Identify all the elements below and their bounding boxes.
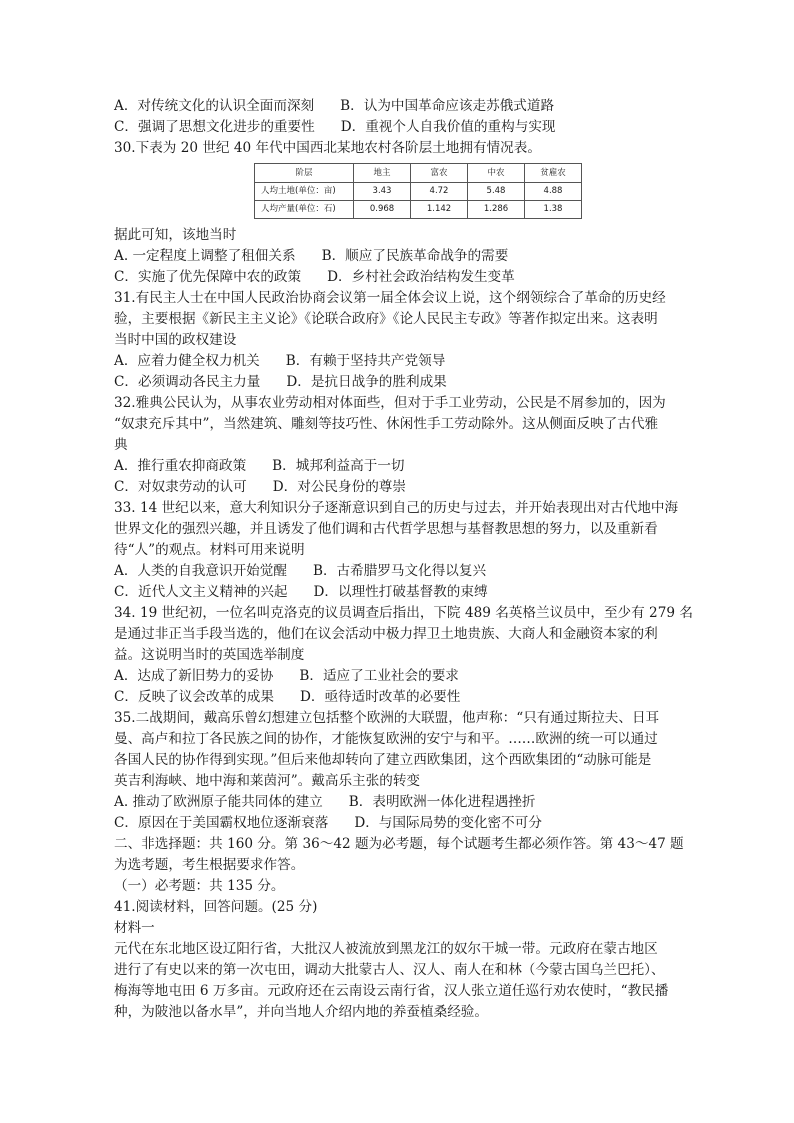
q32-option-a: A．推行重农抑商政策 — [114, 458, 247, 474]
q35-option-b: B．表明欧洲一体化进程遇挫折 — [348, 794, 536, 810]
q32-stem-line: 32.雅典公民认为，从事农业劳动相对体面些，但对于手工业劳动，公民是不屑参加的，因为 — [114, 395, 666, 411]
q31-options-row-1 — [114, 351, 684, 372]
q33-stem-line: 待“人”的观点。材料可用来说明 — [114, 542, 305, 558]
q34-options-row-1 — [114, 666, 684, 687]
q33-option-c: C．近代人文主义精神的兴起 — [114, 584, 288, 600]
q30-stem: 30.下表为 20 世纪 40 年代中国西北某地农村各阶层土地拥有情况表。 — [114, 140, 541, 156]
q32-stem-line: 典 — [114, 437, 128, 453]
table-header-cell: 贫雇农 — [525, 164, 582, 183]
q29-options-row-2 — [114, 117, 684, 138]
q33-option-d: D．以理性打破基督教的束缚 — [313, 584, 488, 600]
table-row-label: 人均产量(单位：石) — [255, 201, 354, 219]
q31-option-d: D．是抗日战争的胜利成果 — [286, 374, 447, 390]
q33-option-b: B．古希腊罗马文化得以复兴 — [312, 563, 487, 579]
q33-option-a: A．人类的自我意识开始觉醒 — [114, 563, 287, 579]
q32-option-c: C．对奴隶劳动的认可 — [114, 479, 247, 495]
q34-option-c: C．反映了议会改革的成果 — [114, 689, 274, 705]
table-cell: 1.142 — [411, 201, 468, 219]
table-cell: 5.48 — [468, 183, 525, 201]
q30-option-b: B．顺应了民族革命战争的需要 — [321, 248, 509, 264]
q30-option-a: A. 一定程度上调整了租佃关系 — [114, 248, 296, 264]
table-header-row — [255, 164, 582, 183]
q35-option-c: C．原因在于美国霸权地位逐渐衰落 — [114, 815, 329, 831]
q30-options-row-2 — [114, 267, 684, 288]
table-cell: 0.968 — [354, 201, 411, 219]
q41-stem: 41.阅读材料，回答问题。(25 分) — [114, 899, 318, 915]
q41-material-line: 梅海等地屯田 6 万多亩。元政府还在云南设云南行省，汉人张立道任巡行劝农使时，“教民播 — [114, 983, 669, 999]
q30-option-d: D．乡村社会政治结构发生变革 — [327, 269, 515, 285]
q29-option-c: C．强调了思想文化进步的重要性 — [114, 119, 315, 135]
q35-options-row-2 — [114, 813, 684, 834]
q32-options-row-1 — [114, 456, 684, 477]
q35-options-row-1 — [114, 792, 684, 813]
q31-option-a: A．应着力健全权力机关 — [114, 353, 260, 369]
exam-page — [114, 96, 693, 1023]
part2-subheading: （一）必考题：共 135 分。 — [114, 878, 285, 894]
part2-instruction: 为选考题，考生根据要求作答。 — [114, 857, 305, 873]
q32-stem-line: “奴隶充斥其中”，当然建筑、雕刻等技巧性、休闲性手工劳动除外。这从侧面反映了古代雅 — [114, 416, 659, 432]
q41-material-line: 进行了有史以来的第一次屯田，调动大批蒙古人、汉人、南人在和林（今蒙古国乌兰巴托）、 — [114, 962, 665, 978]
q29-option-b: B．认为中国革命应该走苏俄式道路 — [340, 98, 555, 114]
q29-options-row-1 — [114, 96, 684, 117]
q35-stem-line: 各国人民的协作得到实现。”但后来他却转向了建立西欧集团，这个西欧集团的“动脉可能是 — [114, 752, 652, 768]
q41-material-title: 材料一 — [114, 920, 155, 936]
q31-stem-line: 31.有民主人士在中国人民政治协商会议第一届全体会议上说，这个纲领综合了革命的历史经 — [114, 290, 666, 306]
q34-option-a: A．达成了新旧势力的妥协 — [114, 668, 274, 684]
q31-options-row-2 — [114, 372, 684, 393]
q32-option-d: D．对公民身份的尊崇 — [272, 479, 406, 495]
q34-option-b: B．适应了工业社会的要求 — [299, 668, 459, 684]
q32-options-row-2 — [114, 477, 684, 498]
q34-options-row-2 — [114, 687, 684, 708]
q34-option-d: D．亟待适时改革的必要性 — [299, 689, 461, 705]
table-row — [255, 201, 582, 219]
table-cell: 1.38 — [525, 201, 582, 219]
q35-stem-line: 35.二战期间，戴高乐曾幻想建立包括整个欧洲的大联盟，他声称：“只有通过斯拉夫、日耳 — [114, 710, 660, 726]
q33-options-row-2 — [114, 582, 684, 603]
q33-stem-line: 33. 14 世纪以来，意大利知识分子逐渐意识到自己的历史与过去，并开始表现出对古代地中海 — [114, 500, 679, 516]
q30-table-wrapper — [254, 163, 684, 219]
q31-stem-line: 验，主要根据《新民主主义论》《论联合政府》《论人民民主专政》等著作拟定出来。这表明 — [114, 311, 658, 327]
q35-option-a: A. 推动了欧洲原子能共同体的建立 — [114, 794, 323, 810]
table-header-cell: 地主 — [354, 164, 411, 183]
q31-option-b: B．有赖于坚持共产党领导 — [285, 353, 446, 369]
q29-option-d: D．重视个人自我价值的重构与实现 — [340, 119, 556, 135]
land-ownership-table — [254, 163, 582, 219]
table-row-label: 人均土地(单位：亩) — [255, 183, 354, 201]
q29-option-a: A．对传统文化的认识全面而深刻 — [114, 98, 315, 114]
table-cell: 3.43 — [354, 183, 411, 201]
q41-material-line: 元代在东北地区设辽阳行省，大批汉人被流放到黑龙江的奴尔干城一带。元政府在蒙古地区 — [114, 941, 658, 957]
q34-stem-line: 是通过非正当手段当选的，他们在议会活动中极力捍卫土地贵族、大商人和金融资本家的利 — [114, 626, 658, 642]
q35-option-d: D．与国际局势的变化密不可分 — [354, 815, 542, 831]
q41-material-line: 种，为陂池以备水旱”，并向当地人介绍内地的养蚕植桑经验。 — [114, 1004, 488, 1020]
part2-heading: 二、非选择题：共 160 分。第 36～42 题为必考题，每个试题考生都必须作答。第 43～47 题 — [114, 836, 684, 852]
table-header-cell: 阶层 — [255, 164, 354, 183]
table-cell: 4.72 — [411, 183, 468, 201]
table-header-cell: 富农 — [411, 164, 468, 183]
q31-stem-line: 当时中国的政权建设 — [114, 332, 237, 348]
q34-stem-line: 益。这说明当时的英国选举制度 — [114, 647, 305, 663]
q32-option-b: B．城邦利益高于一切 — [272, 458, 405, 474]
q34-stem-line: 34. 19 世纪初，一位名叫克洛克的议员调查后指出，下院 489 名英格兰议员中，至少有 279 名 — [114, 605, 693, 621]
q30-after-text: 据此可知，该地当时 — [114, 227, 237, 243]
table-cell: 1.286 — [468, 201, 525, 219]
q33-options-row-1 — [114, 561, 684, 582]
q33-stem-line: 世界文化的强烈兴趣，并且诱发了他们调和古代哲学思想与基督教思想的努力，以及重新看 — [114, 521, 658, 537]
q35-stem-line: 曼、高卢和拉丁各民族之间的协作，才能恢复欧洲的安宁与和平。……欧洲的统一可以通过 — [114, 731, 658, 747]
table-header-cell: 中农 — [468, 164, 525, 183]
q30-option-c: C．实施了优先保障中农的政策 — [114, 269, 302, 285]
table-row — [255, 183, 582, 201]
q35-stem-line: 英吉利海峡、地中海和莱茵河”。戴高乐主张的转变 — [114, 773, 421, 789]
q30-options-row-1 — [114, 246, 684, 267]
q31-option-c: C．必须调动各民主力量 — [114, 374, 261, 390]
table-cell: 4.88 — [525, 183, 582, 201]
